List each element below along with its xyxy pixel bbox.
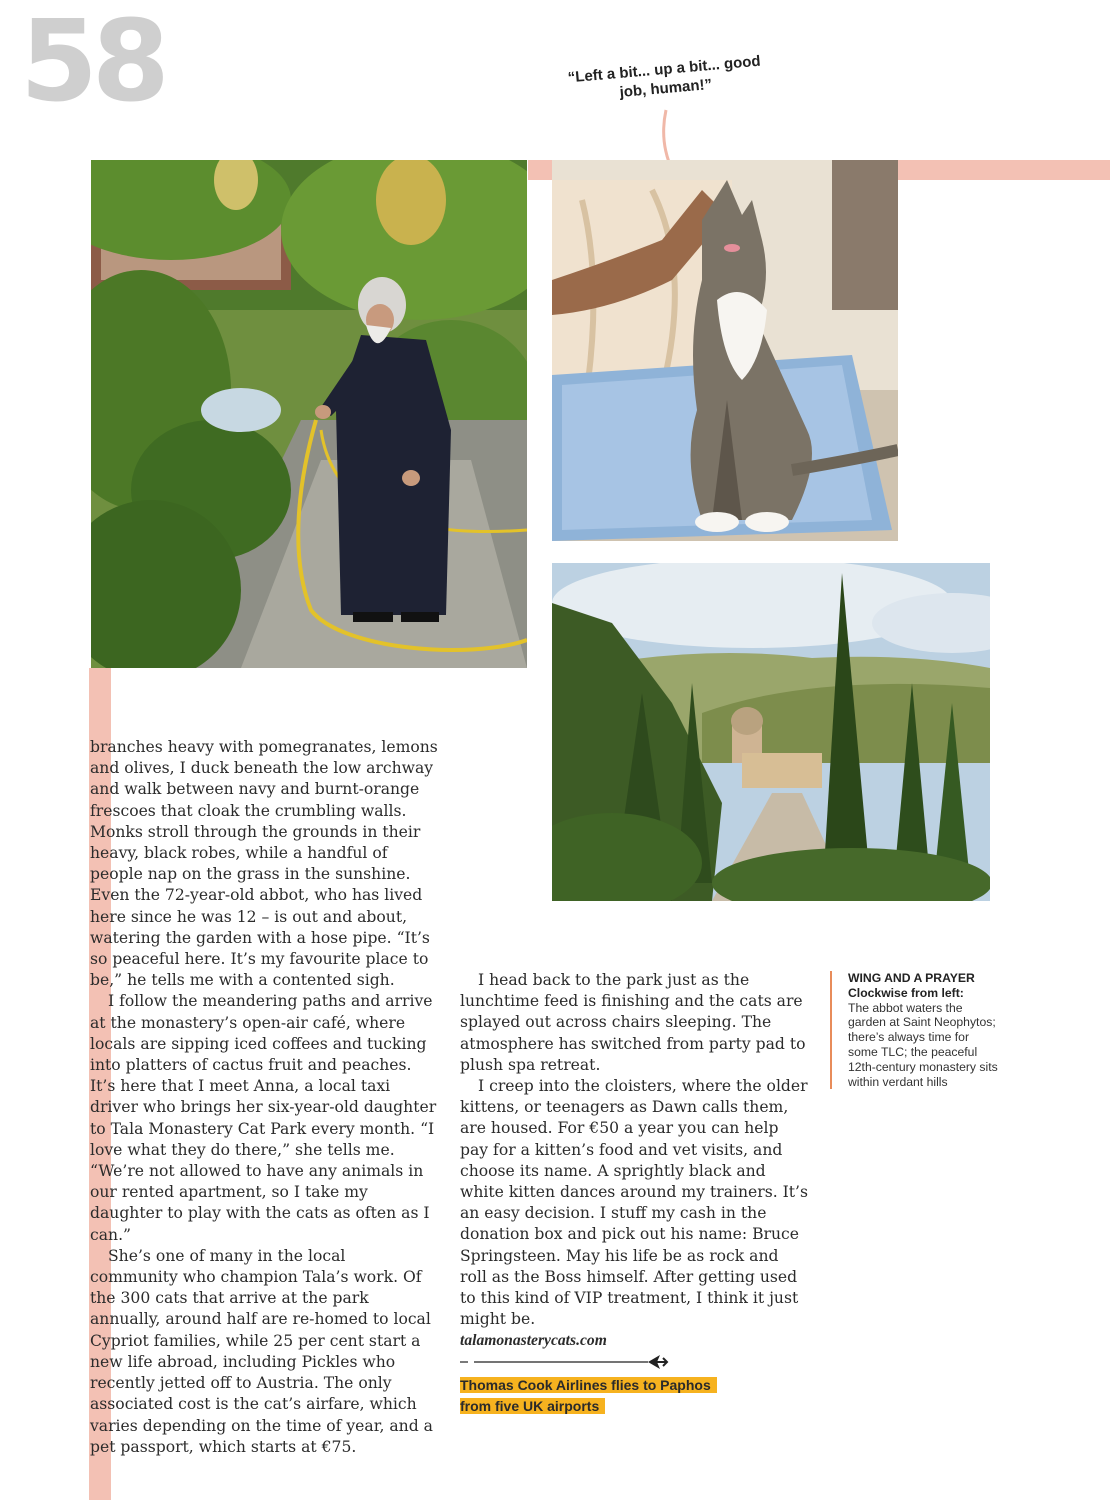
- promo-line: Thomas Cook Airlines flies to Paphos: [460, 1377, 717, 1393]
- cat-photo: [552, 160, 898, 541]
- paragraph: She’s one of many in the local community who champion Tala’s work. Of the 300 cats that arrive at the park annually, around half are re-homed to local Cypriot families, while 25 per cent start a new life abroad, including Pickles who recently jetted off to Austria. The only associated cost is the cat’s airfare, which varies depending on the time of year, and a pet passport, which starts at €75.: [90, 1246, 433, 1456]
- promo-line: from five UK airports: [460, 1398, 605, 1414]
- caption-subheading: Clockwise from left:: [848, 985, 964, 1000]
- article-column-left: [90, 737, 438, 1458]
- monastery-photo: [552, 563, 990, 901]
- website-link[interactable]: talamonasterycats.com: [460, 1332, 607, 1350]
- paragraph: I creep into the cloisters, where the older kittens, or teenagers as Dawn calls them, are housed. For €50 a year you can help pay for a kitten’s food and vet visits, and choose its name. A sprightly black and white kitten dances around my trainers. It’s an easy decision. I stuff my cash in the donation box and pick out his name: Bruce Springsteen. May his life be as rock and roll as the Boss himself. After getting used to this kind of VIP treatment, I think it just might be.: [460, 1077, 809, 1329]
- page-number: 58: [20, 0, 164, 127]
- abbot-photo: [91, 160, 527, 668]
- article-column-middle: [460, 970, 810, 1352]
- paragraph: I follow the meandering paths and arrive at the monastery’s open-air café, where locals are sipping iced coffees and tucking into platters of cactus fruit and peaches. It’s here that I meet Anna, a local taxi driver who brings her six-year-old daughter to Tala Monastery Cat Park every month. “I love what they do there,” she tells me. “We’re not allowed to have any animals in our rented apartment, so I take my daughter to play with the cats as often as I can.”: [90, 992, 437, 1244]
- photo-caption: [830, 971, 998, 1089]
- caption-heading: WING AND A PRAYER: [848, 971, 975, 985]
- airline-promo: [460, 1375, 730, 1417]
- paragraph: branches heavy with pomegranates, lemons and olives, I duck beneath the low archway and walk between navy and burnt-orange frescoes that cloak the crumbling walls. Monks stroll through the grounds in their heavy, black robes, while a handful of people nap on the grass in the sunshine. Even the 72-year-old abbot, who has lived here since he was 12 – is out and about, watering the garden with a hose pipe. “It’s so peaceful here. It’s my favourite place to be,” he tells me with a contented sigh.: [90, 738, 438, 990]
- speech-bubble-text: “Left a bit... up a bit... good job, human!”: [567, 52, 762, 101]
- paragraph: I head back to the park just as the lunchtime feed is finishing and the cats are splayed out across chairs sleeping. The atmosphere has switched from party pad to plush spa retreat.: [460, 971, 806, 1074]
- caption-body: The abbot waters the garden at Saint Neophytos; there’s always time for some TLC; the peaceful 12th-century monastery sits within verdant hills: [848, 1000, 998, 1089]
- airplane-icon: [460, 1352, 670, 1372]
